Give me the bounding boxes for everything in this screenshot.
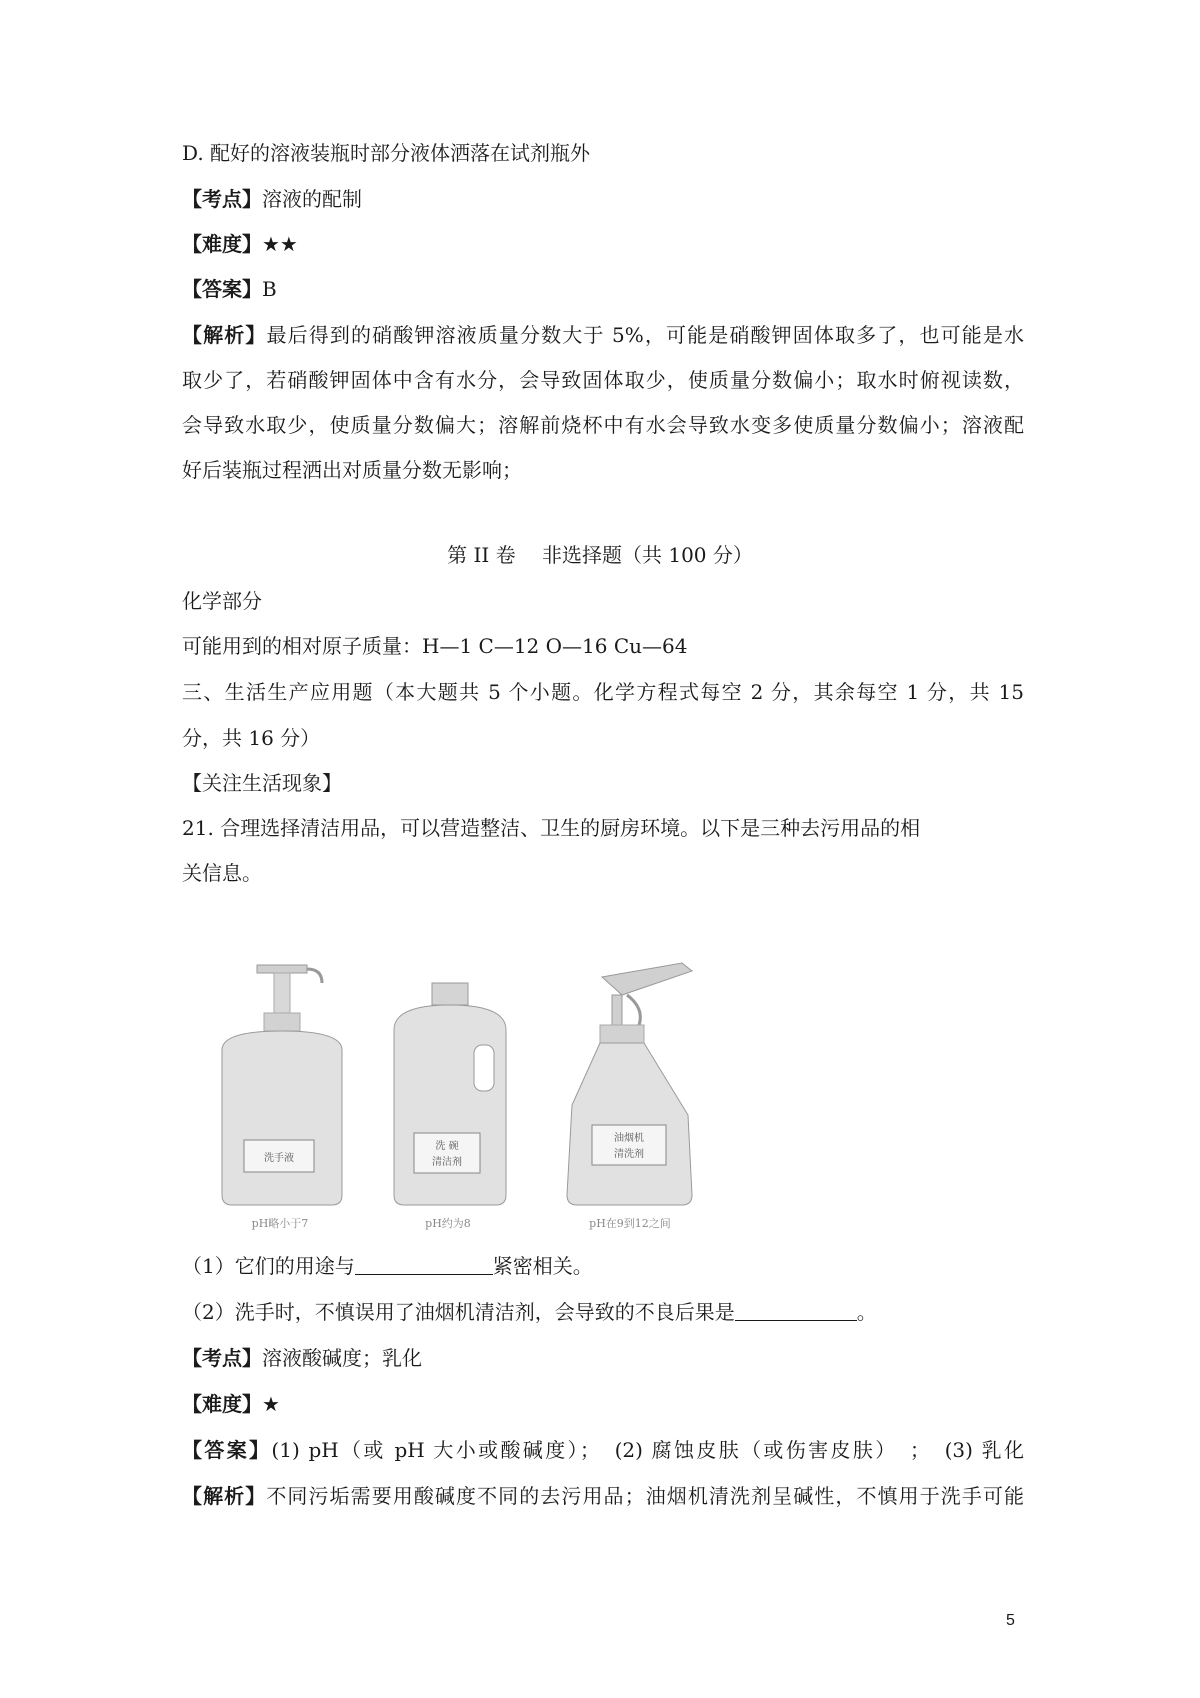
question-21-line-1: 21. 合理选择清洁用品，可以营造整洁、卫生的厨房环境。以下是三种去污用品的相 <box>182 816 921 840</box>
answer-tag-2: 【答案】 <box>182 1438 272 1462</box>
page-number: 5 <box>1006 1612 1015 1629</box>
answer-blank-1[interactable] <box>355 1254 493 1275</box>
nandu-line <box>182 229 298 259</box>
answer-text: B <box>262 277 277 301</box>
nandu-stars: ★★ <box>262 232 298 256</box>
section-three-line-2: 分，共 16 分） <box>182 726 321 750</box>
cleaning-products-figure <box>182 955 762 1235</box>
analysis-tag-2: 【解析】 <box>182 1484 267 1508</box>
kaodian-tag-2: 【考点】 <box>182 1346 262 1370</box>
kaodian-line-2 <box>182 1343 422 1373</box>
section-title: 第 II 卷 非选择题（共 100 分） <box>447 543 753 567</box>
range-hood-cleaner-bottle <box>567 963 692 1230</box>
subquestion-2 <box>182 1297 877 1327</box>
bottle2-label-line1: 洗 碗 <box>435 1141 459 1152</box>
subquestion-1-post: 紧密相关。 <box>492 1254 593 1278</box>
answer-line <box>182 274 277 304</box>
analysis-text-5: 不同污垢需要用酸碱度不同的去污用品；油烟机清洗剂呈碱性，不慎用于洗手可能 <box>266 1484 1025 1508</box>
nandu-tag: 【难度】 <box>182 232 262 256</box>
hand-soap-bottle <box>222 965 342 1230</box>
bottle1-label: 洗手液 <box>264 1153 294 1164</box>
bottle1-caption: pH略小于7 <box>251 1217 309 1230</box>
analysis-line-1 <box>182 320 1024 350</box>
analysis-tag: 【解析】 <box>182 323 267 347</box>
subquestion-1-pre: （1）它们的用途与 <box>182 1254 355 1278</box>
analysis-line-4: 好后装瓶过程洒出对质量分数无影响； <box>182 458 522 482</box>
chemistry-heading: 化学部分 <box>182 589 262 613</box>
subquestion-2-pre: （2）洗手时，不慎误用了油烟机清洁剂，会导致的不良后果是 <box>182 1300 735 1324</box>
subquestion-2-post: 。 <box>856 1300 877 1324</box>
analysis-text-1: 最后得到的硝酸钾溶液质量分数大于 5%，可能是硝酸钾固体取多了，也可能是水 <box>266 323 1025 347</box>
nandu-tag-2: 【难度】 <box>182 1392 262 1416</box>
dish-detergent-bottle <box>394 983 506 1230</box>
kaodian-line <box>182 184 362 214</box>
answer-blank-2[interactable] <box>735 1300 857 1321</box>
option-d: D. 配好的溶液装瓶时部分液体洒落在试剂瓶外 <box>182 141 591 165</box>
answer-line-2 <box>182 1435 1024 1465</box>
topic-heading: 【关注生活现象】 <box>182 771 342 795</box>
kaodian-text: 溶液的配制 <box>262 187 362 211</box>
subquestion-1 <box>182 1251 593 1281</box>
kaodian-tag: 【考点】 <box>182 187 262 211</box>
bottle2-label-line2: 清洁剂 <box>432 1157 462 1168</box>
nandu-line-2 <box>182 1389 280 1419</box>
atomic-mass-line: 可能用到的相对原子质量：H—1 C—12 O—16 Cu—64 <box>182 634 688 658</box>
analysis-line-5 <box>182 1481 1024 1511</box>
nandu-stars-2: ★ <box>262 1392 280 1416</box>
section-three-line-1: 三、生活生产应用题（本大题共 5 个小题。化学方程式每空 2 分，其余每空 1 分，共 15 <box>182 680 1024 704</box>
bottle2-caption: pH约为8 <box>425 1217 471 1230</box>
kaodian-text-2: 溶液酸碱度；乳化 <box>262 1346 422 1370</box>
bottle3-label-line1: 油烟机 <box>614 1133 644 1144</box>
bottle3-caption: pH在9到12之间 <box>589 1217 671 1230</box>
bottle3-label-line2: 清洗剂 <box>614 1149 644 1160</box>
question-21-line-2: 关信息。 <box>182 861 262 885</box>
answer-text-2: (1) pH（或 pH 大小或酸碱度）； (2) 腐蚀皮肤（或伤害皮肤） ； (3) 乳化 <box>271 1438 1025 1462</box>
analysis-line-2: 取少了，若硝酸钾固体中含有水分，会导致固体取少，使质量分数偏小；取水时俯视读数， <box>182 368 1024 392</box>
analysis-line-3: 会导致水取少，使质量分数偏大；溶解前烧杯中有水会导致水变多使质量分数偏小；溶液配 <box>182 413 1024 437</box>
answer-tag: 【答案】 <box>182 277 262 301</box>
